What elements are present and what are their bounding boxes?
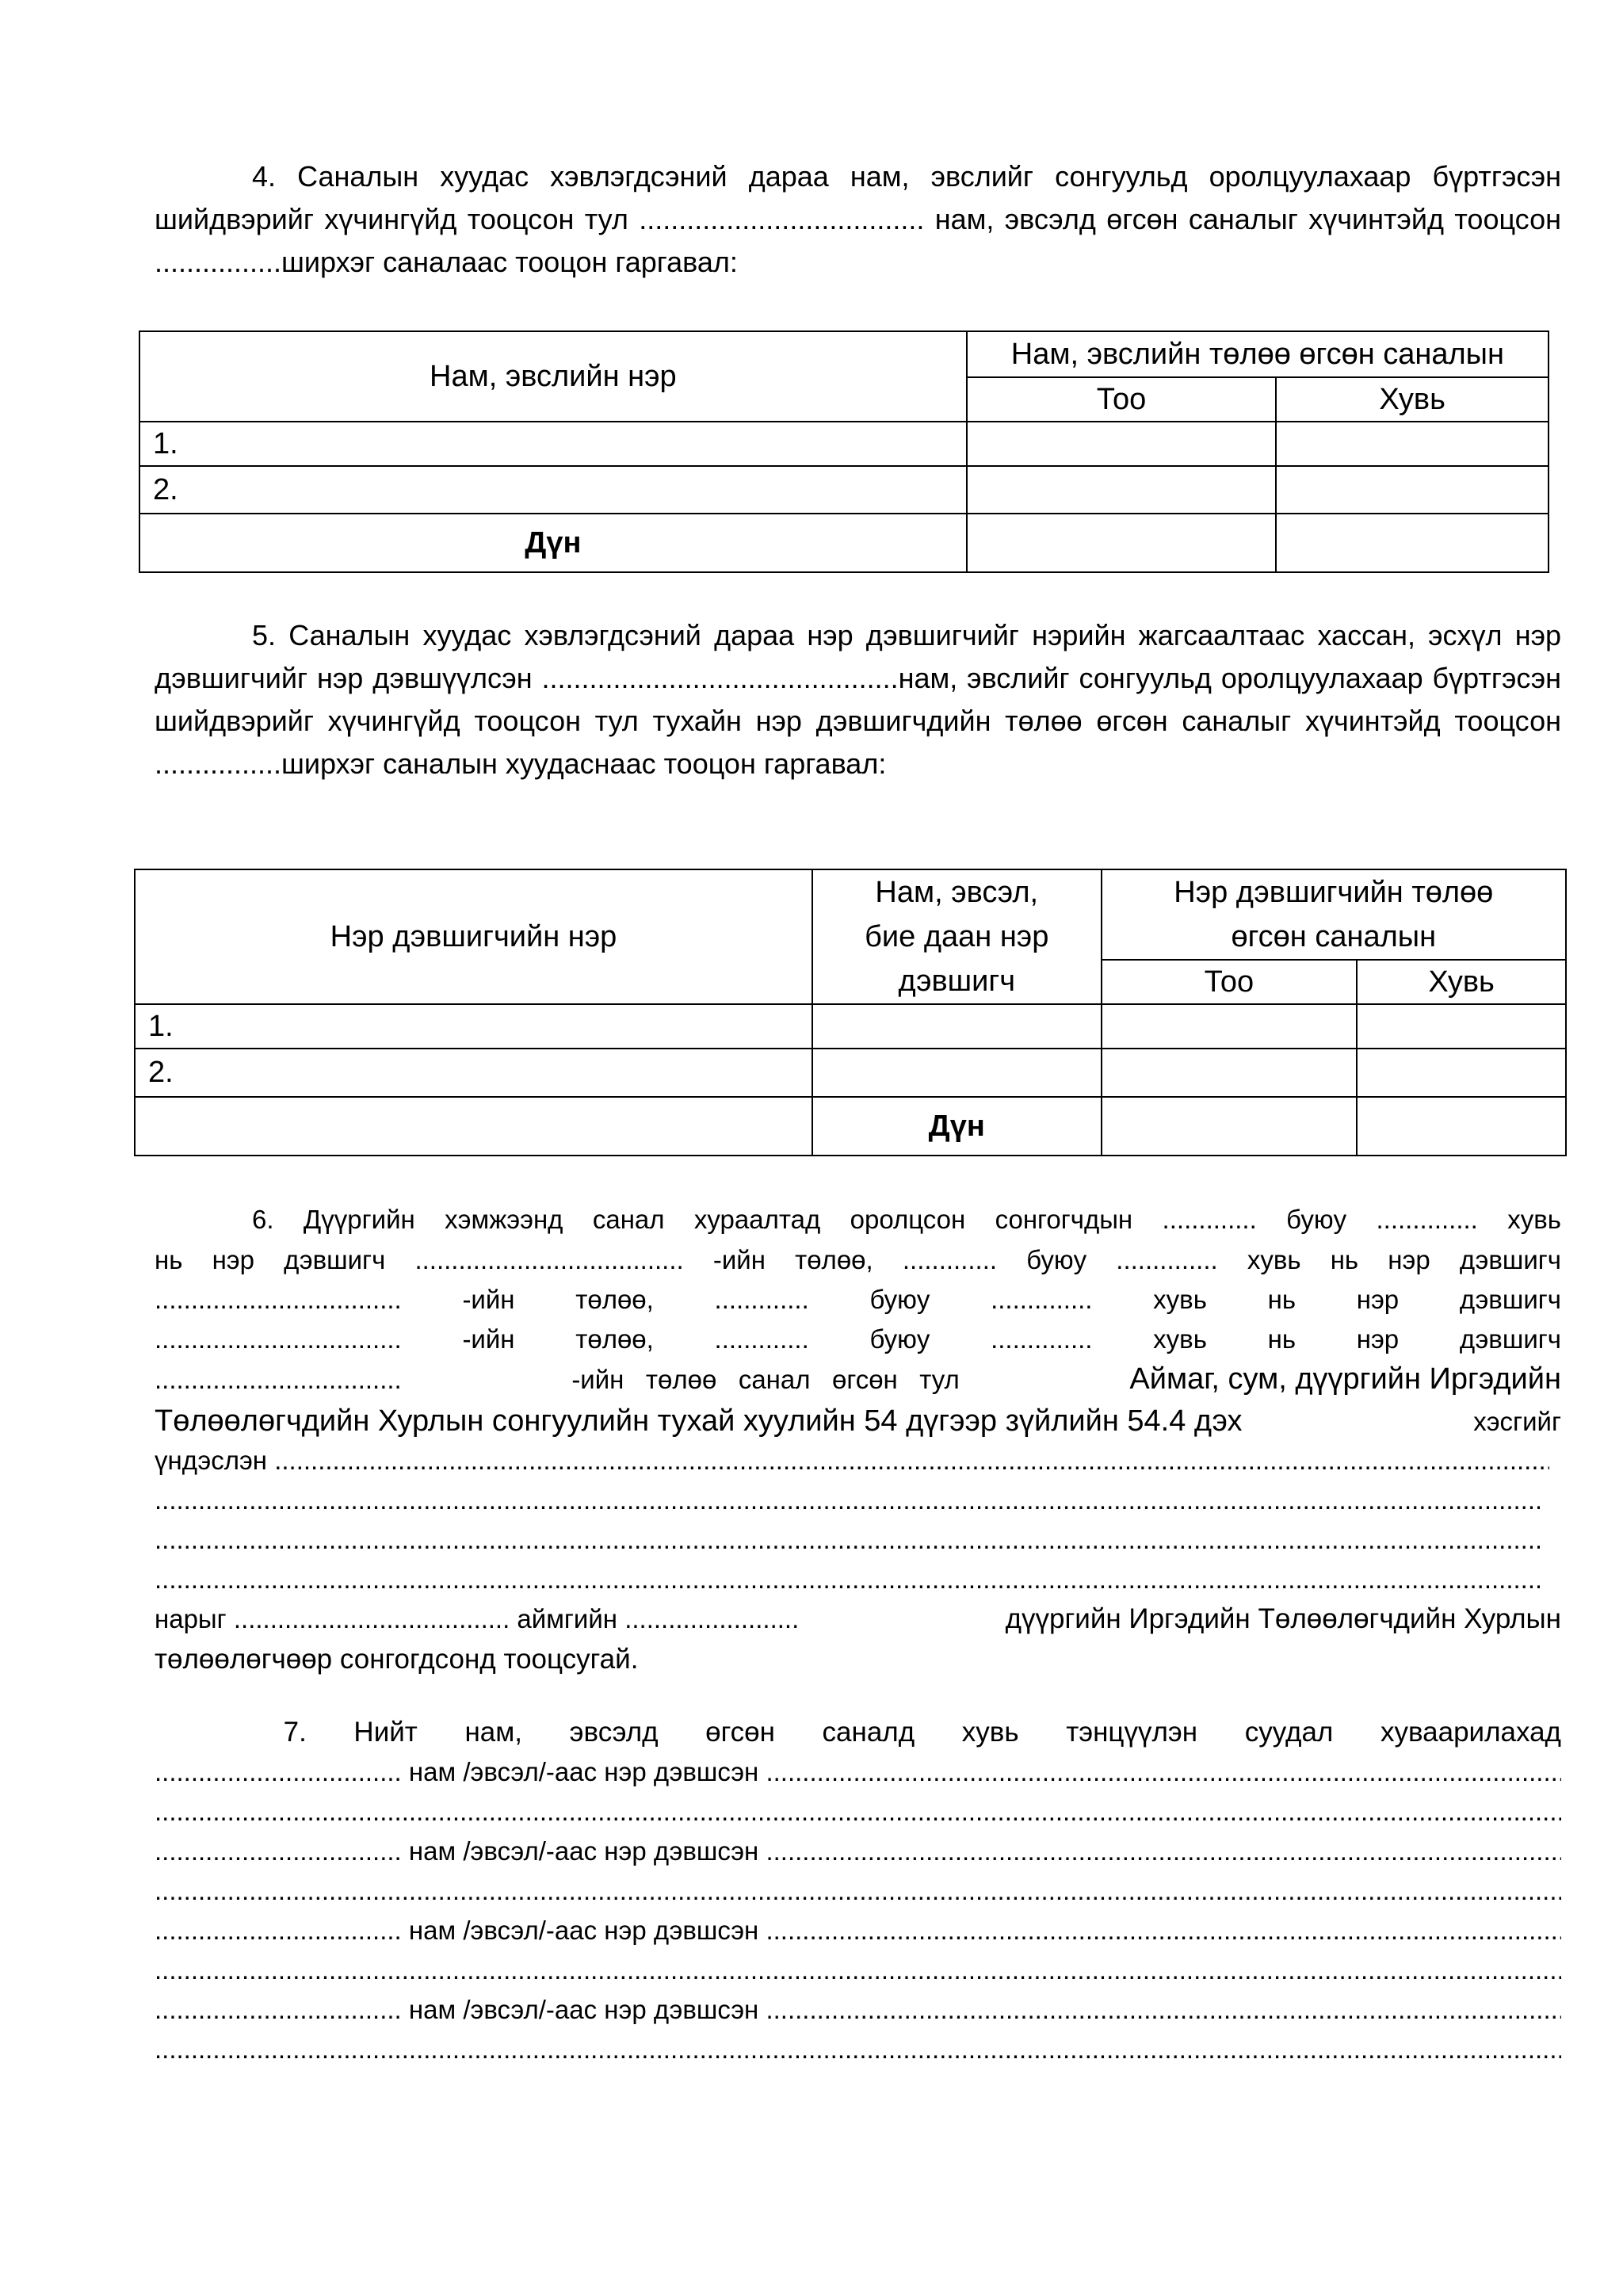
col-votes-group: Нэр дэвшигчийн төлөө өгсөн саналын: [1102, 869, 1566, 960]
table-row: [139, 466, 1549, 514]
table-row: [139, 422, 1549, 466]
s6-line-11: нарыг ...................................... аймгийн ........................ дүүргийн Иргэдийн Төлөөлөгчдийн Хурлын: [155, 1603, 1561, 1634]
row-number: 2.: [139, 466, 967, 514]
col-count: Тоо: [1102, 960, 1358, 1004]
count-cell[interactable]: [967, 466, 1277, 514]
table-row: [135, 1004, 1566, 1049]
s7-line-1: 7. Нийт нам, эвсэлд өгсөн саналд хувь тэнцүүлэн суудал хуваарилахад: [283, 1717, 1561, 1748]
total-label: Дүн: [812, 1097, 1102, 1156]
s6-line-2: нь нэр дэвшигч ..................................... -ийн төлөө, ............. буюу .............. хувь нь нэр дэвшигч: [155, 1245, 1561, 1274]
s6-line-1: 6. Дүүргийн хэмжээнд санал хураалтад оролцсон сонгогчдын ............. буюу .............. хувь: [252, 1205, 1561, 1234]
section4-paragraph: 4. Саналын хуудас хэвлэгдсэний дараа нам, эвслийг сонгуульд оролцуулахаар бүртгэсэн шийдвэрийг хүчингүйд тооцсон тул .................................... нам, эвсэлд өгсөн саналыг хүчинтэйд тооцсон ................ширхэг саналаас тооцон гаргавал:: [155, 160, 1561, 278]
party-cell[interactable]: [812, 1004, 1102, 1049]
total-percent-cell[interactable]: [1357, 1097, 1566, 1156]
percent-cell[interactable]: [1357, 1049, 1566, 1097]
s6-line-3: ..... -ийн төлөө, ............. буюу .............. хувь нь нэр дэвшигч: [155, 1280, 1561, 1320]
s6-line-4: ..... -ийн төлөө, ............. буюу .............. хувь нь нэр дэвшигч: [155, 1320, 1561, 1359]
party-cell[interactable]: [812, 1049, 1102, 1097]
empty-cell: [135, 1097, 812, 1156]
percent-cell[interactable]: [1276, 422, 1549, 466]
count-cell[interactable]: [1102, 1004, 1358, 1049]
table-total-row: [139, 514, 1549, 572]
s7-dotted-line[interactable]: [155, 1950, 1561, 1990]
section5-paragraph: 5. Саналын хуудас хэвлэгдсэний дараа нэр дэвшигчийг нэрийн жагсаалтаас хассан, эсхүл нэр дэвшигчийг нэр дэвшүүлсэн .............................................нам, эвслийг сонгуульд оролцуулахаар бүртгэсэн шийдвэрийг хүчингүйд тооцсон тул тухайн нэр дэвшигчдийн төлөө өгсөн саналыг хүчинтэйд тооцсон ................ширхэг саналын хуудаснаас тооцон гаргавал:: [155, 619, 1561, 780]
s7-party-line[interactable]: ..... нам /эвсэл/-аас нэр дэвшсэн .....: [155, 1911, 1561, 1950]
s7-party-line[interactable]: ..... нам /эвсэл/-аас нэр дэвшсэн .....: [155, 1752, 1561, 1792]
col-party: Нам, эвсэл, бие даан нэр дэвшигч: [812, 869, 1102, 1004]
s7-dotted-line[interactable]: [155, 2030, 1561, 2069]
s6-dotted-line[interactable]: [155, 1480, 1540, 1520]
s6-line-5: ..... -ийн төлөө санал өгсөн тул Аймаг, сум, дүүргийн Иргэдийн: [155, 1359, 1561, 1400]
col-percent: Хувь: [1276, 377, 1549, 422]
col-percent: Хувь: [1357, 960, 1566, 1004]
candidate-votes-table: [134, 869, 1567, 1156]
s7-party-line[interactable]: ..... нам /эвсэл/-аас нэр дэвшсэн .....: [155, 1832, 1561, 1871]
col-candidate-name: Нэр дэвшигчийн нэр: [135, 869, 812, 1004]
s7-party-line[interactable]: ..... нам /эвсэл/-аас нэр дэвшсэн .....: [155, 1990, 1561, 2030]
s7-dotted-line[interactable]: [155, 1871, 1561, 1911]
total-count-cell[interactable]: [1102, 1097, 1358, 1156]
table-row: [135, 1049, 1566, 1097]
col-count: Тоо: [967, 377, 1277, 422]
s6-dotted-line[interactable]: [155, 1560, 1540, 1599]
count-cell[interactable]: [967, 422, 1277, 466]
s6-line-12: төлөөлөгчөөр сонгогдсонд тооцсугай.: [155, 1644, 639, 1675]
row-number: 1.: [135, 1004, 812, 1049]
party-votes-table: [139, 330, 1549, 573]
percent-cell[interactable]: [1276, 466, 1549, 514]
col-votes-group: Нам, эвслийн төлөө өгсөн саналын: [967, 331, 1549, 377]
s7-dotted-line[interactable]: [155, 1792, 1561, 1832]
s6-dotted-line[interactable]: [155, 1520, 1540, 1560]
row-number: 2.: [135, 1049, 812, 1097]
percent-cell[interactable]: [1357, 1004, 1566, 1049]
col-party-name: Нам, эвслийн нэр: [139, 331, 967, 422]
s6-line-7: үндэслэн .....: [155, 1441, 1549, 1480]
count-cell[interactable]: [1102, 1049, 1358, 1097]
s6-line-6: Төлөөлөгчдийн Хурлын сонгуулийн тухай хуулийн 54 дүгээр зүйлийн 54.4 дэх хэсгийг: [155, 1404, 1561, 1438]
row-number: 1.: [139, 422, 967, 466]
total-label: Дүн: [139, 514, 967, 572]
total-percent-cell[interactable]: [1276, 514, 1549, 572]
total-count-cell[interactable]: [967, 514, 1277, 572]
table-total-row: [135, 1097, 1566, 1156]
